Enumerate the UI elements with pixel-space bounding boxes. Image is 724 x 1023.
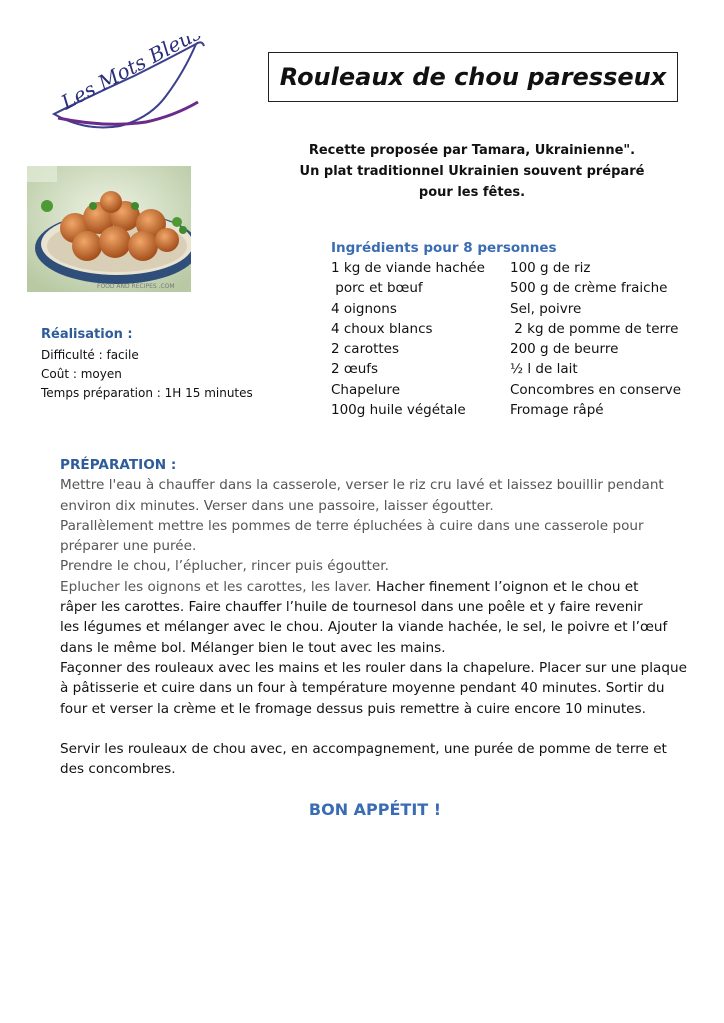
- ingredients-block: [331, 238, 691, 420]
- realisation-cost: Coût : moyen: [41, 367, 122, 381]
- realisation-time: Temps préparation : 1H 15 minutes: [41, 386, 253, 400]
- intro-line: pour les fêtes.: [418, 185, 526, 200]
- preparation-segment: Eplucher les oignons et les carottes, les laver.: [60, 578, 372, 595]
- ingredient-left: 2 carottes: [331, 341, 400, 358]
- ingredient-right: ½ l de lait: [510, 361, 578, 378]
- realisation-difficulty: Difficulté : facile: [41, 348, 139, 362]
- ingredient-row: [331, 359, 691, 379]
- preparation-line: des concombres.: [60, 761, 176, 778]
- logo-text: Les Mots Bleus: [57, 36, 206, 115]
- ingredient-row: [331, 400, 691, 420]
- preparation-line: les légumes et mélanger avec le chou. Ajouter la viande hachée, le sel, le poivre et l’œuf: [60, 619, 668, 636]
- intro: [272, 140, 672, 203]
- paragraph-gap: [60, 719, 680, 739]
- preparation-line: dans le même bol. Mélanger bien le tout avec les mains.: [60, 639, 446, 656]
- ingredient-right: Sel, poivre: [510, 300, 582, 317]
- ingredient-left: 100g huile végétale: [331, 402, 466, 419]
- intro-line: Recette proposée par Tamara, Ukrainienne".: [308, 143, 636, 158]
- ingredient-row: [331, 258, 691, 278]
- logo: [46, 36, 208, 136]
- preparation-segment: Hacher finement l’oignon et le chou et: [371, 578, 639, 595]
- ingredient-right: 200 g de beurre: [510, 341, 619, 358]
- preparation-line: four et verser la crème et le fromage dessus puis remettre à cuire encore 10 minutes.: [60, 700, 646, 717]
- ingredient-left: porc et bœuf: [331, 280, 423, 297]
- ingredient-left: 2 œufs: [331, 361, 379, 378]
- preparation-line: Servir les rouleaux de chou avec, en accompagnement, une purée de pomme de terre et: [60, 741, 667, 758]
- title-text: Rouleaux de chou paresseux: [279, 63, 667, 91]
- realisation-block: [41, 325, 253, 403]
- closing-text: BON APPÉTIT !: [308, 800, 442, 819]
- ingredient-right: 2 kg de pomme de terre: [510, 320, 679, 337]
- ingredient-right: 100 g de riz: [510, 260, 591, 276]
- ingredient-row: [331, 278, 691, 298]
- ingredient-row: [331, 319, 691, 339]
- ingredient-right: 500 g de crème fraiche: [510, 280, 668, 297]
- ingredient-left: 1 kg de viande hachée: [331, 260, 485, 276]
- ingredient-row: [331, 339, 691, 359]
- photo-watermark: FOOD AND RECIPES .COM: [97, 283, 175, 290]
- ingredient-left: Chapelure: [331, 381, 400, 398]
- preparation-line: râper les carottes. Faire chauffer l’huile de tournesol dans une poêle et y faire revenir: [60, 599, 643, 616]
- preparation-line: environ dix minutes. Verser dans une passoire, laisser égoutter.: [60, 497, 494, 514]
- ingredient-right: Concombres en conserve: [510, 381, 682, 398]
- page-title: [268, 52, 678, 102]
- preparation-line: préparer une purée.: [60, 538, 197, 555]
- preparation-line: à pâtisserie et cuire dans un four à température moyenne pendant 40 minutes. Sortir du: [60, 680, 665, 697]
- preparation-block: [60, 455, 687, 780]
- preparation-line: Façonner des rouleaux avec les mains et les rouler dans la chapelure. Placer sur une plaque: [60, 659, 687, 676]
- preparation-line: Mettre l'eau à chauffer dans la casserole, verser le riz cru lavé et laissez bouillir pendant: [60, 477, 664, 494]
- ingredient-row: [331, 380, 691, 400]
- ingredient-left: 4 choux blancs: [331, 320, 433, 337]
- dish-image: [27, 166, 191, 292]
- ingredients-title: Ingrédients pour 8 personnes: [331, 240, 557, 256]
- ingredient-right: Fromage râpé: [510, 402, 604, 419]
- logo-graphic: [46, 36, 208, 136]
- dish-photo: [27, 166, 191, 292]
- intro-line: Un plat traditionnel Ukrainien souvent préparé: [299, 164, 645, 179]
- ingredient-left: 4 oignons: [331, 300, 397, 317]
- preparation-line: [60, 577, 680, 597]
- preparation-line: Parallèlement mettre les pommes de terre épluchées à cuire dans une casserole pour: [60, 517, 644, 534]
- preparation-line: Prendre le chou, l’éplucher, rincer puis égoutter.: [60, 558, 389, 575]
- ingredient-row: [331, 299, 691, 319]
- preparation-title: PRÉPARATION :: [60, 457, 177, 473]
- realisation-title: Réalisation :: [41, 327, 133, 342]
